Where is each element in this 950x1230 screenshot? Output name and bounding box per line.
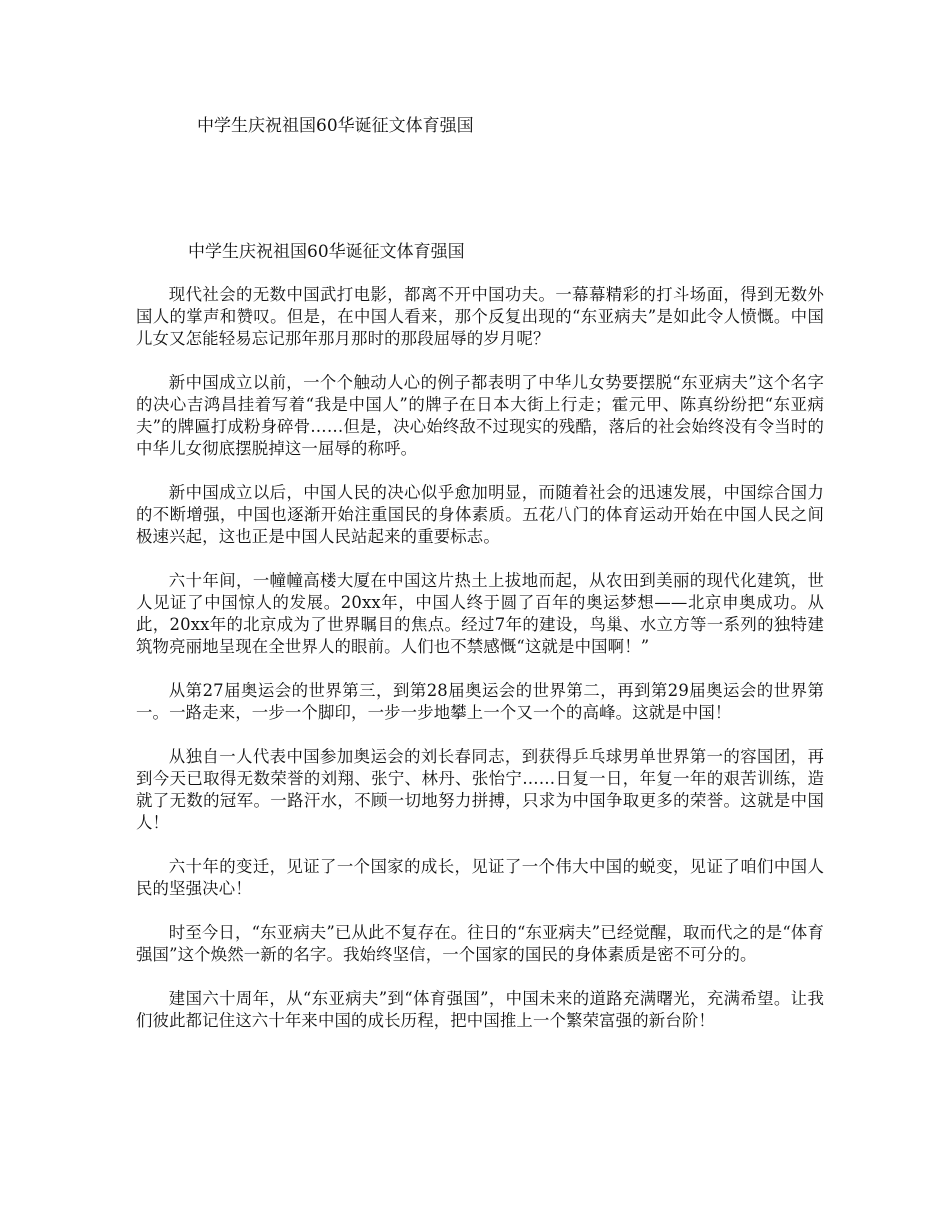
paragraph: 新中国成立以前，一个个触动人心的例子都表明了中华儿女势要摆脱“东亚病夫”这个名字的决心吉鸿昌挂着写着“我是中国人”的牌子在日本大街上行走；霍元甲、陈真纷纷把“东亚病夫”的牌匾打成粉身碎骨……但是，决心始终敌不过现实的残酷，落后的社会始终没有令当时的中华儿女彻底摆脱掉这一屈辱的称呼。 [136,373,824,458]
article-body [136,240,824,1054]
paragraph: 六十年间，一幢幢高楼大厦在中国这片热土上拔地而起，从农田到美丽的现代化建筑，世人见证了中国惊人的发展。20xx年，中国人终于圆了百年的奥运梦想——北京申奥成功。从此，20xx年的北京成为了世界瞩目的焦点。经过7年的建设，鸟巢、水立方等一系列的独特建筑物亮丽地呈现在全世界人的眼前。人们也不禁感慨“这就是中国啊！” [136,571,824,656]
article-title: 中学生庆祝祖国60华诞征文体育强国 [188,242,465,262]
paragraph: 从独自一人代表中国参加奥运会的刘长春同志，到获得乒乓球男单世界第一的容国团，再到今天已取得无数荣誉的刘翔、张宁、林丹、张怡宁……日复一日，年复一年的艰苦训练，造就了无数的冠军。一路汗水，不顾一切地努力拼搏，只求为中国争取更多的荣誉。这就是中国人！ [136,747,824,832]
paragraph: 六十年的变迁，见证了一个国家的成长，见证了一个伟大中国的蜕变，见证了咱们中国人民的坚强决心！ [136,857,824,898]
document-header-title: 中学生庆祝祖国60华诞征文体育强国 [197,116,474,136]
paragraph: 建国六十周年，从“东亚病夫”到“体育强国”，中国未来的道路充满曙光，充满希望。让我们彼此都记住这六十年来中国的成长历程，把中国推上一个繁荣富强的新台阶！ [136,989,824,1030]
paragraph: 时至今日，“东亚病夫”已从此不复存在。往日的“东亚病夫”已经觉醒，取而代之的是“体育强国”这个焕然一新的名字。我始终坚信，一个国家的国民的身体素质是密不可分的。 [136,923,824,964]
paragraph: 现代社会的无数中国武打电影，都离不开中国功夫。一幕幕精彩的打斗场面，得到无数外国人的掌声和赞叹。但是，在中国人看来，那个反复出现的“东亚病夫”是如此令人愤慨。中国儿女又怎能轻易忘记那年那月那时的那段屈辱的岁月呢？ [136,285,824,348]
paragraph: 新中国成立以后，中国人民的决心似乎愈加明显，而随着社会的迅速发展，中国综合国力的不断增强，中国也逐渐开始注重国民的身体素质。五花八门的体育运动开始在中国人民之间极速兴起，这也正是中国人民站起来的重要标志。 [136,483,824,546]
paragraph: 从第27届奥运会的世界第三，到第28届奥运会的世界第二，再到第29届奥运会的世界第一。一路走来，一步一个脚印，一步一步地攀上一个又一个的高峰。这就是中国！ [136,681,824,722]
